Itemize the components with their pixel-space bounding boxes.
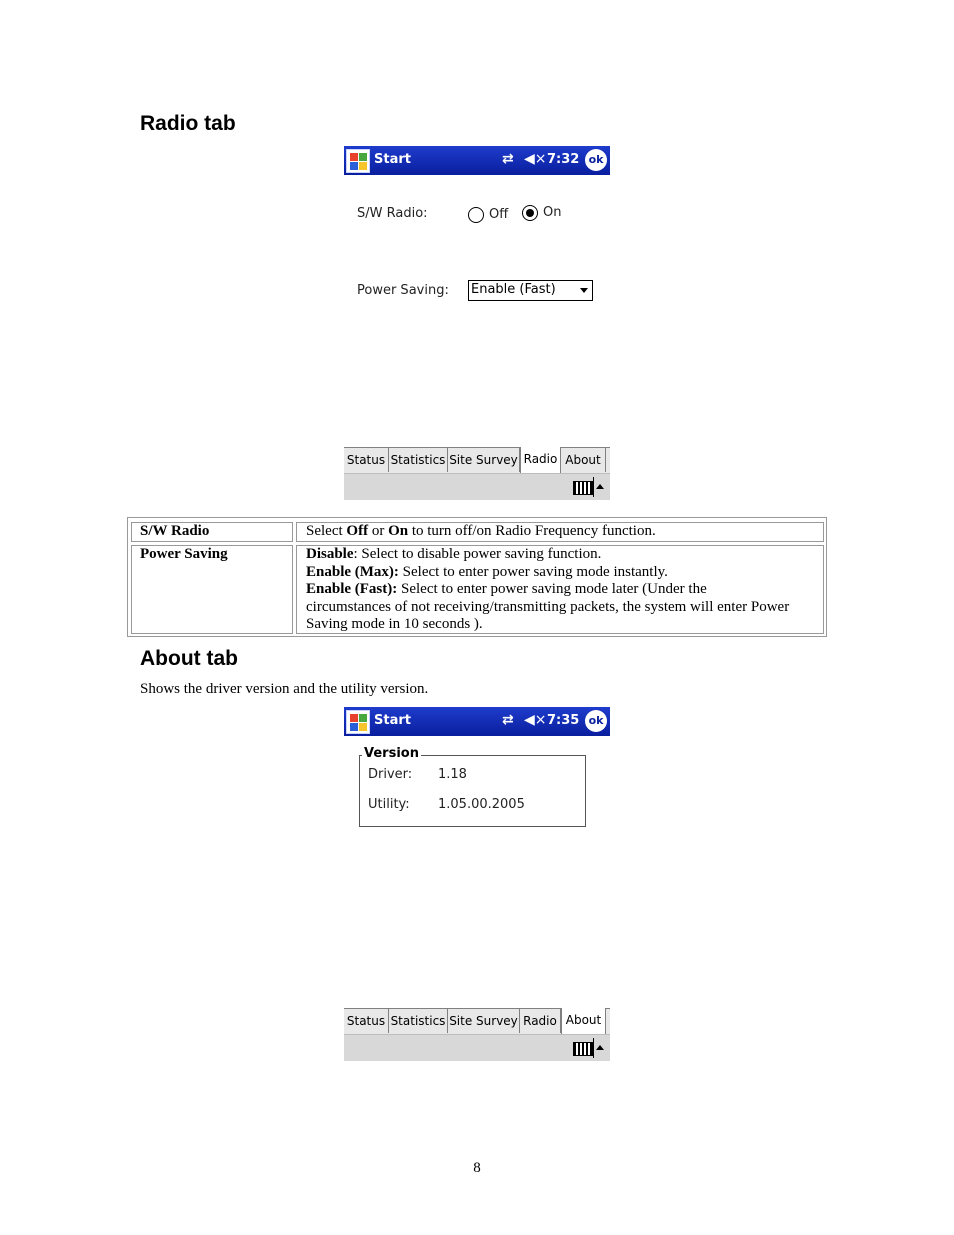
version-group: [359, 755, 586, 827]
tab-site-survey[interactable]: Site Survey: [448, 1009, 520, 1033]
tab-about[interactable]: About: [561, 448, 606, 472]
tab-radio[interactable]: Radio: [520, 1009, 561, 1033]
utility-version: 1.05.00.2005: [438, 797, 525, 812]
tab-bar: [344, 1008, 610, 1034]
menu-bar: [344, 473, 610, 500]
windows-start-icon[interactable]: [346, 710, 370, 734]
menu-bar: [344, 1034, 610, 1061]
speaker-muted-icon[interactable]: ◀×: [524, 712, 547, 728]
table-row-power-saving-desc: Disable: Select to disable power saving function. Enable (Max): Select to enter power saving mode instantly. Enable (Fast): Select to enter power saving mode later (Under the circumstances of not receiving/transmitting packets, the system will enter Power Saving mode in 10 seconds ).: [296, 545, 824, 634]
start-menu-label[interactable]: Start: [374, 152, 411, 167]
settings-description-table: [127, 517, 827, 637]
driver-version: 1.18: [438, 767, 467, 782]
title-bar: [344, 707, 610, 736]
power-saving-label: Power Saving:: [357, 283, 449, 298]
radio-on-option[interactable]: [522, 205, 538, 221]
driver-label: Driver:: [368, 767, 413, 782]
tab-about[interactable]: About: [561, 1008, 606, 1034]
utility-label: Utility:: [368, 797, 410, 812]
keyboard-icon[interactable]: [573, 481, 593, 495]
speaker-muted-icon[interactable]: ◀×: [524, 151, 547, 167]
input-panel-arrow-icon[interactable]: [596, 484, 604, 489]
ok-button[interactable]: ok: [585, 149, 607, 171]
tab-statistics[interactable]: Statistics: [389, 448, 448, 472]
about-tab-heading: About tab: [140, 647, 238, 670]
radio-off-option[interactable]: [468, 207, 484, 223]
menu-separator: [593, 477, 594, 497]
radio-on-label[interactable]: On: [543, 205, 562, 220]
tab-status[interactable]: Status: [344, 448, 389, 472]
tab-statistics[interactable]: Statistics: [389, 1009, 448, 1033]
tab-site-survey[interactable]: Site Survey: [448, 448, 520, 472]
about-description: Shows the driver version and the utility version.: [140, 681, 429, 697]
clock[interactable]: 7:35: [547, 713, 580, 728]
radio-tab-screenshot: [344, 146, 610, 500]
power-saving-value: Enable (Fast): [471, 282, 556, 297]
about-tab-screenshot: [344, 707, 610, 1061]
input-panel-arrow-icon[interactable]: [596, 1045, 604, 1050]
start-menu-label[interactable]: Start: [374, 713, 411, 728]
power-saving-dropdown[interactable]: [468, 280, 593, 301]
table-row-sw-radio-name: S/W Radio: [131, 522, 293, 542]
page-number: 8: [473, 1160, 481, 1176]
radio-tab-heading: Radio tab: [140, 112, 236, 135]
connectivity-icon[interactable]: ⇄: [502, 712, 514, 728]
windows-start-icon[interactable]: [346, 149, 370, 173]
keyboard-icon[interactable]: [573, 1042, 593, 1056]
radio-off-label[interactable]: Off: [489, 207, 509, 222]
menu-separator: [593, 1038, 594, 1058]
title-bar: [344, 146, 610, 175]
tab-status[interactable]: Status: [344, 1009, 389, 1033]
tab-radio[interactable]: Radio: [520, 447, 561, 473]
ok-button[interactable]: ok: [585, 710, 607, 732]
table-row-sw-radio-desc: Select Off or On to turn off/on Radio Frequency function.: [296, 522, 824, 542]
connectivity-icon[interactable]: ⇄: [502, 151, 514, 167]
tab-bar: [344, 447, 610, 473]
sw-radio-label: S/W Radio:: [357, 206, 428, 221]
clock[interactable]: 7:32: [547, 152, 580, 167]
table-row-power-saving-name: Power Saving: [131, 545, 293, 634]
dropdown-arrow-icon[interactable]: [580, 288, 588, 293]
version-group-title: Version: [364, 746, 419, 761]
